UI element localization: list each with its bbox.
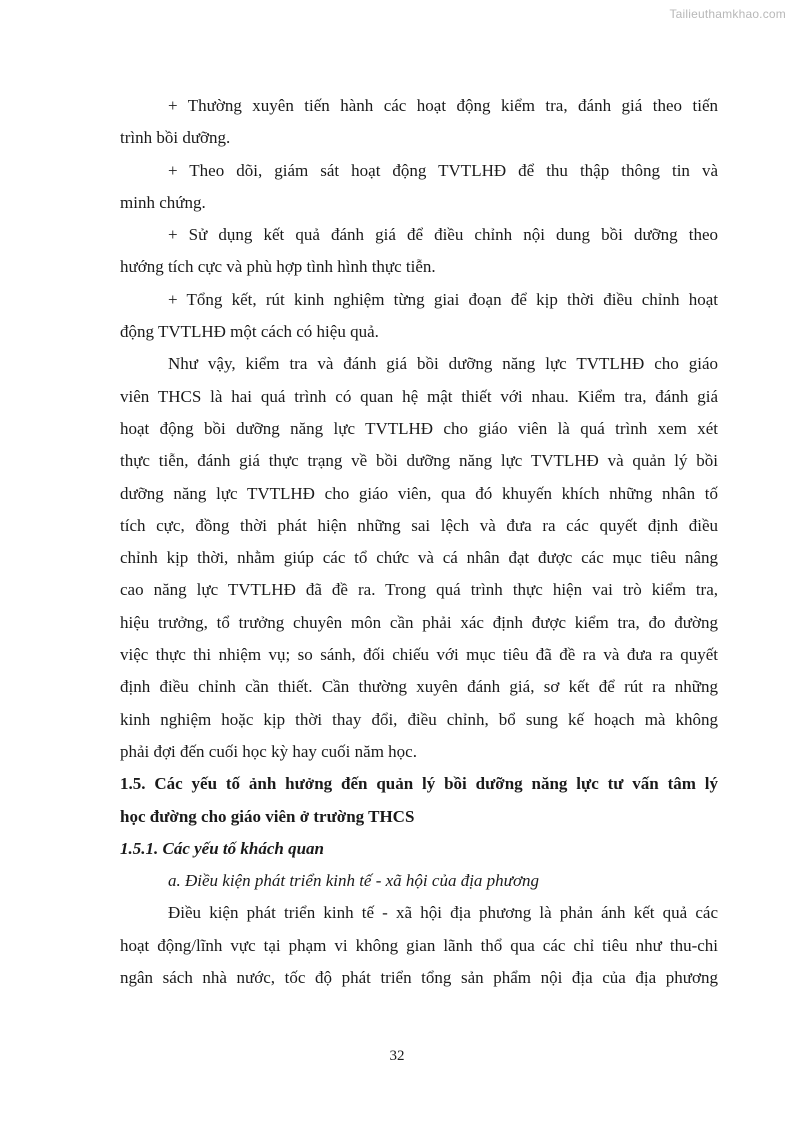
page-body: [120, 90, 718, 994]
paragraph-1-line-9: hiệu trưởng, tổ trưởng chuyên môn cần phải xác định được kiểm tra, đo đường: [120, 612, 718, 632]
sub-item-heading: a. Điều kiện phát triển kinh tế - xã hội của địa phương: [168, 871, 540, 891]
bullet-2-line-1: + Theo dõi, giám sát hoạt động TVTLHĐ để thu thập thông tin và: [168, 160, 718, 180]
bullet-4-line-1: + Tổng kết, rút kinh nghiệm từng giai đoạn để kịp thời điều chỉnh hoạt: [168, 289, 718, 309]
subsection-heading: 1.5.1. Các yếu tố khách quan: [120, 838, 325, 858]
page-number: 32: [389, 1048, 405, 1064]
bullet-4-line-2: động TVTLHĐ một cách có hiệu quả.: [120, 322, 379, 342]
paragraph-1-line-12: kinh nghiệm hoặc kịp thời thay đổi, điều chỉnh, bổ sung kế hoạch mà không: [120, 709, 718, 729]
bullet-1-line-1: + Thường xuyên tiến hành các hoạt động kiểm tra, đánh giá theo tiến: [168, 96, 718, 115]
paragraph-1-line-11: định điều chỉnh cần thiết. Cần thường xuyên đánh giá, sơ kết để rút ra những: [120, 677, 718, 697]
paragraph-2-line-3: ngân sách nhà nước, tốc độ phát triển tổng sản phẩm nội địa của địa phương: [120, 968, 718, 988]
section-heading-line-2: học đường cho giáo viên ở trường THCS: [120, 806, 415, 826]
paragraph-1-line-6: tích cực, đồng thời phát hiện những sai lệch và đưa ra các quyết định điều: [120, 515, 718, 535]
bullet-2-line-2: minh chứng.: [120, 192, 206, 212]
bullet-3-line-2: hướng tích cực và phù hợp tình hình thực tiễn.: [120, 257, 436, 277]
watermark: Tailieuthamkhao.com: [669, 7, 786, 21]
paragraph-1-line-5: dưỡng năng lực TVTLHĐ cho giáo viên, qua đó khuyến khích những nhân tố: [120, 483, 718, 503]
paragraph-1-line-2: viên THCS là hai quá trình có quan hệ mật thiết với nhau. Kiểm tra, đánh giá: [120, 386, 718, 406]
bullet-3-line-1: + Sử dụng kết quả đánh giá để điều chỉnh nội dung bồi dưỡng theo: [168, 225, 718, 245]
paragraph-1-line-13: phải đợi đến cuối học kỳ hay cuối năm học.: [120, 741, 417, 761]
paragraph-1-line-8: cao năng lực TVTLHĐ đã đề ra. Trong quá trình thực hiện vai trò kiểm tra,: [120, 580, 718, 600]
section-heading-line-1: 1.5. Các yếu tố ảnh hưởng đến quản lý bồi dưỡng năng lực tư vấn tâm lý: [120, 774, 718, 794]
paragraph-2-line-1: Điều kiện phát triển kinh tế - xã hội địa phương là phản ánh kết quả các: [168, 903, 718, 923]
bullet-1-line-2: trình bồi dưỡng.: [120, 128, 231, 148]
paragraph-1-line-7: chỉnh kịp thời, nhằm giúp các tổ chức và cá nhân đạt được các mục tiêu nâng: [120, 548, 718, 568]
paragraph-1-line-4: thực tiễn, đánh giá thực trạng về bồi dưỡng năng lực TVTLHĐ và quản lý bồi: [120, 451, 718, 471]
paragraph-1-line-10: việc thực thi nhiệm vụ; so sánh, đối chiếu với mục tiêu đã đề ra và đưa ra quyết: [120, 645, 718, 665]
paragraph-2-line-2: hoạt động/lĩnh vực tại phạm vi không gian lãnh thổ qua các chỉ tiêu như thu-chi: [120, 935, 718, 955]
paragraph-1-line-1: Như vậy, kiểm tra và đánh giá bồi dưỡng năng lực TVTLHĐ cho giáo: [168, 354, 718, 374]
paragraph-1-line-3: hoạt động bồi dưỡng năng lực TVTLHĐ cho giáo viên là quá trình xem xét: [120, 418, 718, 438]
